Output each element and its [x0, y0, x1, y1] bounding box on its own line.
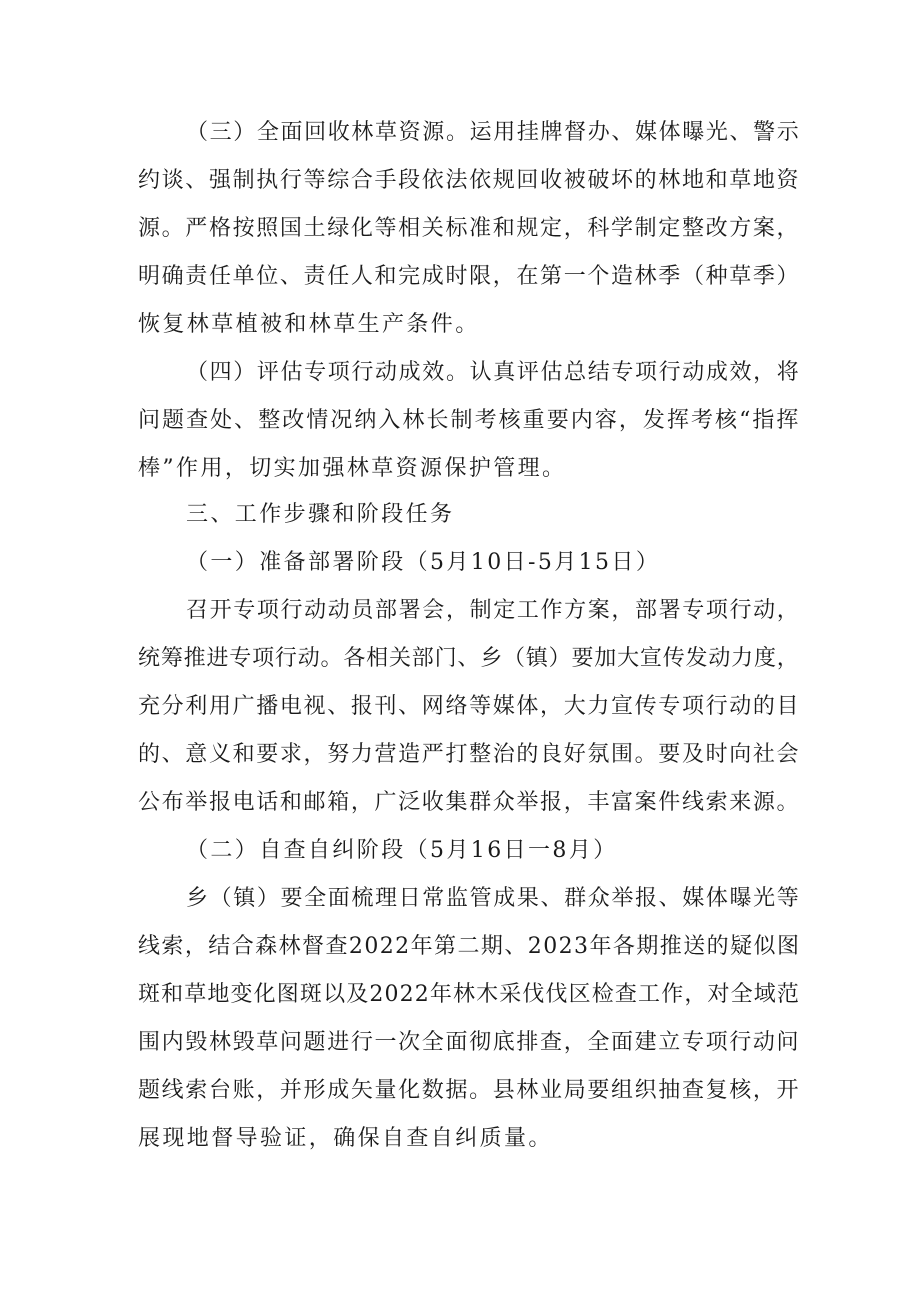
- paragraph-line: 统筹推进专项行动。各相关部门、乡（镇）要加大宣传发动力度，: [138, 646, 800, 671]
- paragraph-line: 题线索台账，并形成矢量化数据。县林业局要组织抽查复核，开: [138, 1078, 801, 1103]
- paragraph-line: 问题查处、整改情况纳入林长制考核重要内容，发挥考核“指挥: [138, 408, 801, 433]
- phase-title: （一）准备部署阶段（5月10日-5月15日）: [186, 550, 661, 575]
- phase-title: （二）自查自纠阶段（5月16日一8月）: [186, 838, 618, 863]
- paragraph-line: 斑和草地变化图斑以及2022年林木采伐伐区检查工作，对全域范: [138, 982, 800, 1007]
- paragraph-line: 围内毁林毁草问题进行一次全面彻底排查，全面建立专项行动问: [138, 1030, 801, 1055]
- paragraph-line: 乡（镇）要全面梳理日常监管成果、群众举报、媒体曝光等: [186, 886, 801, 911]
- paragraph-line: 源。严格按照国土绿化等相关标准和规定，科学制定整改方案，: [138, 216, 801, 241]
- paragraph-line: 棒”作用，切实加强林草资源保护管理。: [138, 456, 567, 481]
- paragraph-line: 展现地督导验证，确保自查自纠质量。: [138, 1126, 553, 1151]
- paragraph-line: 充分利用广播电视、报刊、网络等媒体，大力宣传专项行动的目: [138, 694, 801, 719]
- paragraph-line: （三）全面回收林草资源。运用挂牌督办、媒体曝光、警示: [186, 120, 801, 145]
- paragraph-line: 的、意义和要求，努力营造严打整治的良好氛围。要及时向社会: [138, 742, 801, 767]
- paragraph-line: 公布举报电话和邮箱，广泛收集群众举报，丰富案件线索来源。: [138, 790, 801, 815]
- paragraph-line: 恢复林草植被和林草生产条件。: [138, 312, 480, 337]
- paragraph-line: 线索，结合森林督查2022年第二期、2023年各期推送的疑似图: [138, 934, 801, 959]
- paragraph-line: 明确责任单位、责任人和完成时限，在第一个造林季（种草季）: [138, 264, 801, 289]
- section-heading: 三、工作步骤和阶段任务: [186, 502, 455, 527]
- paragraph-line: 召开专项行动动员部署会，制定工作方案，部署专项行动，: [186, 598, 801, 623]
- paragraph-line: 约谈、强制执行等综合手段依法依规回收被破坏的林地和草地资: [138, 168, 801, 193]
- paragraph-line: （四）评估专项行动成效。认真评估总结专项行动成效，将: [186, 360, 801, 385]
